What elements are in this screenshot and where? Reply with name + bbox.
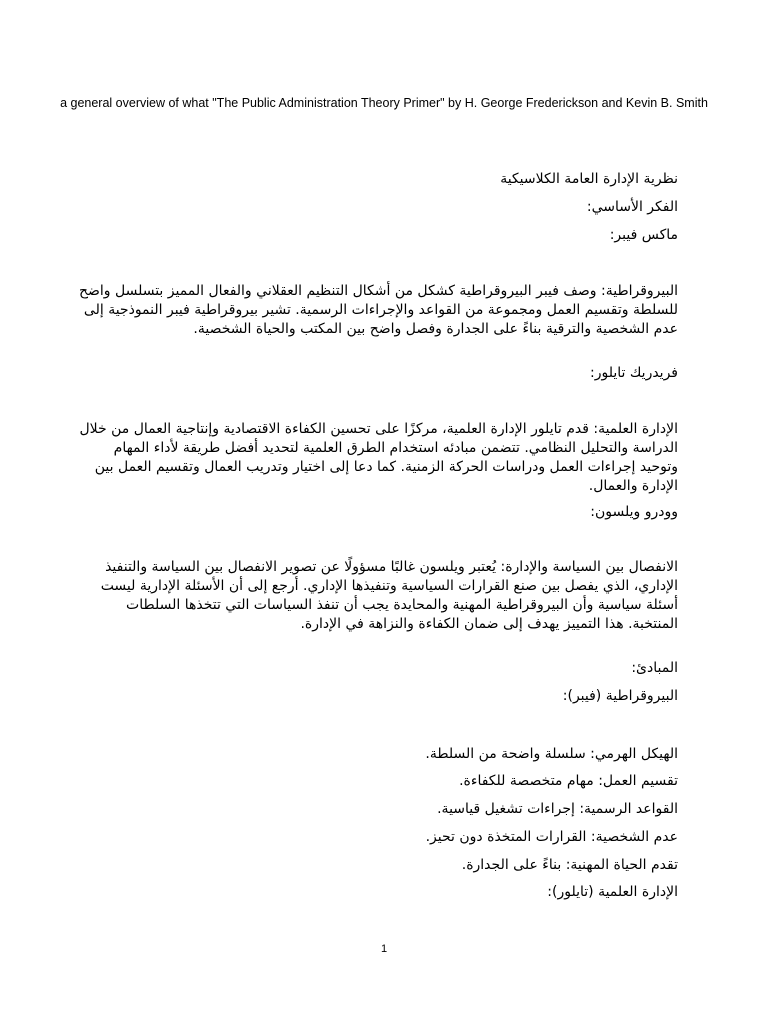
paragraph-politics-administration-dichotomy: الانفصال بين السياسة والإدارة: يُعتبر ويلسون غالبًا مسؤولًا عن تصوير الانفصال بين السياسة والتنفيذ الإداري، الذي يفصل بين صنع القرارات السياسية وتنفيذها الإداري. أرجع إلى أن الأسئلة الإدارية ليست أسئلة سياسية وأن البيروقراطية المهنية والمحايدة يجب أن تنفذ السياسات التي تتخذها السلطات المنتخبة. هذا التمييز يهدف إلى ضمان الكفاءة والنزاهة في الإدارة. [100, 559, 678, 632]
heading-frederick-taylor: فريدريك تايلور: [590, 365, 678, 381]
heading-woodrow-wilson: وودرو ويلسون: [590, 504, 678, 520]
heading-classical-theory: نظرية الإدارة العامة الكلاسيكية [500, 171, 678, 187]
heading-scientific-management-taylor: الإدارة العلمية (تايلور): [547, 884, 678, 900]
paragraph-scientific-management: الإدارة العلمية: قدم تايلور الإدارة العلمية، مركزًا على تحسين الكفاءة الاقتصادية وإنتاجية العمال من خلال الدراسة والتحليل النظامي. تتضمن مبادئه استخدام الطرق العلمية لتحديد أفضل طريقة لأداء المهام وتوحيد إجراءات العمل ودراسات الحركة الزمنية. كما دعا إلى اختيار وتدريب العمال وتقسيم العمل بين الإدارة والعمال. [79, 421, 678, 494]
heading-max-weber: ماكس فيبر: [609, 227, 678, 243]
list-item-career-advancement: تقدم الحياة المهنية: بناءً على الجدارة. [461, 857, 678, 873]
list-item-division-of-labor: تقسيم العمل: مهام متخصصة للكفاءة. [459, 773, 678, 789]
heading-core-thought: الفكر الأساسي: [586, 199, 678, 215]
document-title: a general overview of what "The Public Administration Theory Primer" by H. George Frederickson and Kevin B. Smith [60, 96, 708, 110]
list-item-hierarchy: الهيكل الهرمي: سلسلة واضحة من السلطة. [425, 746, 678, 762]
heading-principles: المبادئ: [631, 660, 678, 676]
list-item-formal-rules: القواعد الرسمية: إجراءات تشغيل قياسية. [437, 801, 678, 817]
paragraph-bureaucracy: البيروقراطية: وصف فيبر البيروقراطية كشكل من أشكال التنظيم العقلاني والفعال المميز بتسلسل واضح للسلطة وتقسيم العمل ومجموعة من القواعد والإجراءات الرسمية. تشير بيروقراطية فيبر النموذجية إلى عدم الشخصية والترقية بناءً على الجدارة وفصل واضح بين المكتب والحياة الشخصية. [78, 283, 678, 337]
page-number: 1 [380, 943, 388, 955]
heading-bureaucracy-weber: البيروقراطية (فيبر): [562, 688, 678, 704]
list-item-impersonality: عدم الشخصية: القرارات المتخذة دون تحيز. [425, 829, 678, 845]
